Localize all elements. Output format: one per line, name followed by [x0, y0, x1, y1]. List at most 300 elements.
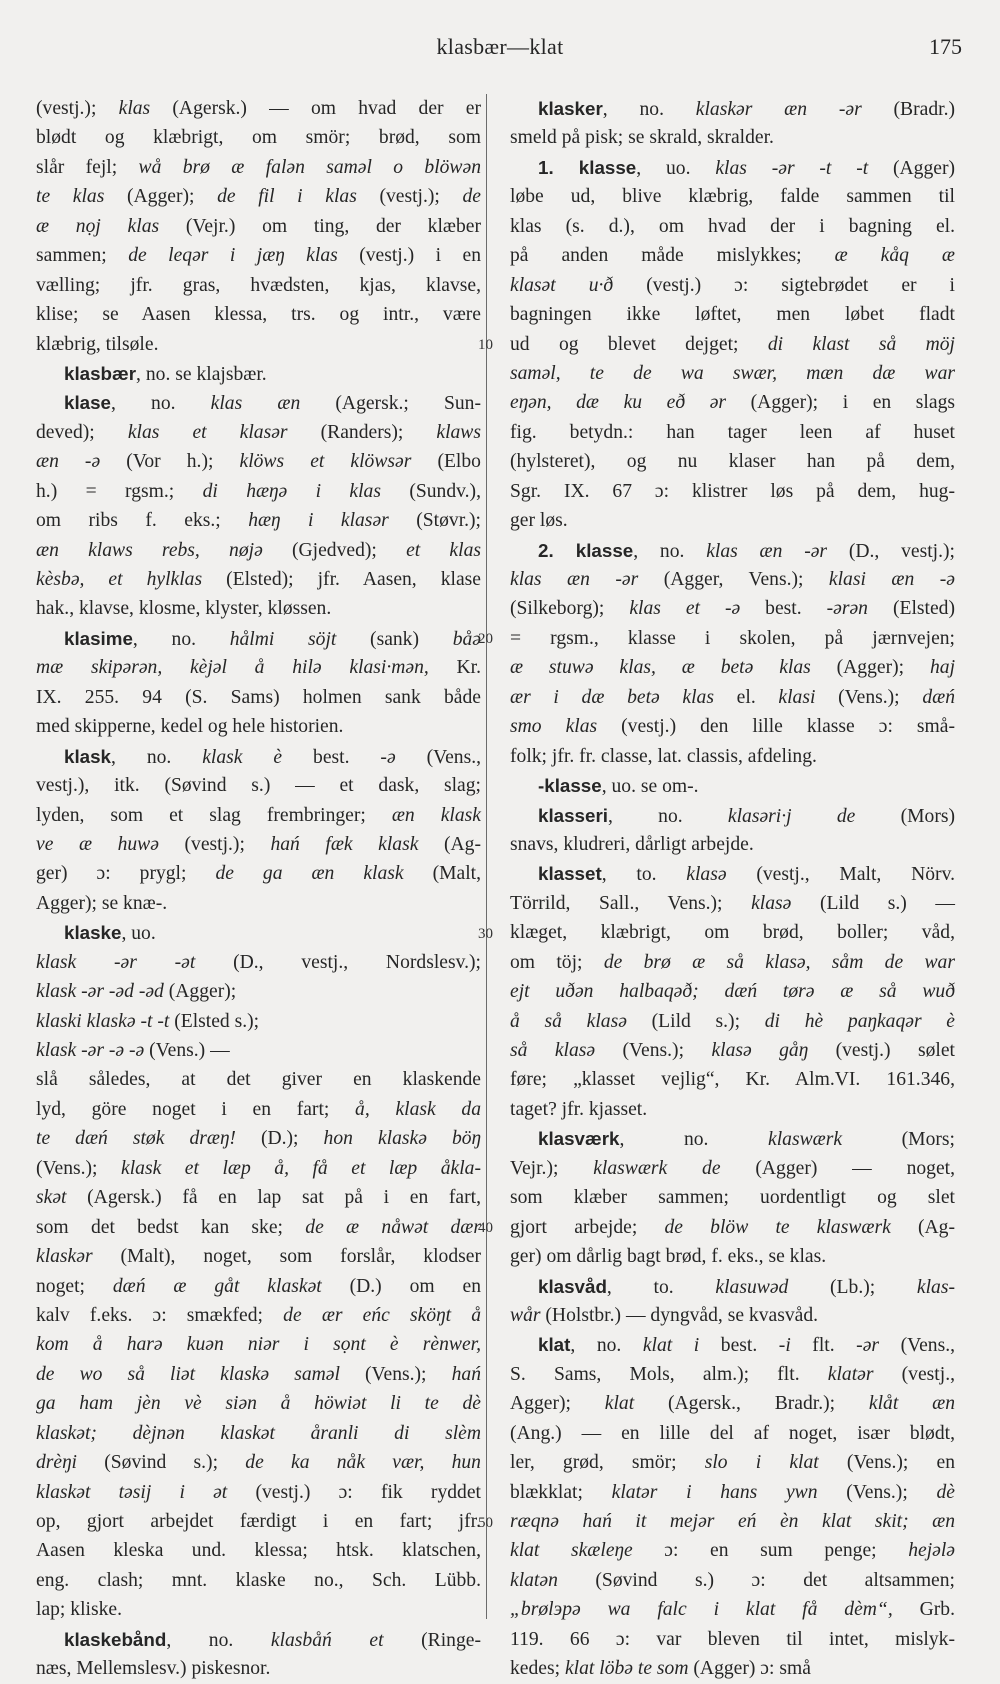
dialect-form: klas æn: [210, 393, 301, 415]
dialect-form: te dæń støk dræŋ!: [36, 1128, 236, 1150]
gloss-text: (Agersk.; Sun-: [300, 393, 482, 415]
gloss-text: , no.: [132, 628, 230, 650]
right-column-line: [510, 123, 955, 152]
dialect-form: di hæŋə i klas: [202, 480, 381, 502]
dialect-form: klaskər æn -ər: [695, 99, 862, 120]
dialect-form: et klas: [406, 539, 481, 561]
gloss-text: føre; „klasset vejlig“, Kr. Alm.VI. 161.346,: [510, 1069, 955, 1091]
left-column-line: [36, 506, 481, 535]
right-column-line: [510, 388, 955, 417]
left-column-line: [36, 1154, 481, 1183]
dialect-form: klat skæleŋe: [510, 1540, 633, 1562]
gloss-text: Grb.: [892, 1599, 955, 1621]
dialect-form: klaswærk: [768, 1129, 843, 1151]
right-column-line: [510, 565, 955, 594]
dialect-form: klasə gåŋ: [711, 1040, 809, 1061]
dialect-form: klatər i hans ywn: [611, 1481, 818, 1503]
dialect-form: klaskət təsij i ət: [36, 1481, 228, 1503]
gloss-text: (Ag-: [418, 833, 481, 855]
gloss-text: (Lild s.) —: [791, 892, 956, 914]
gloss-text: best.: [282, 746, 381, 768]
gloss-text: flt.: [790, 1335, 857, 1357]
headword: 1. klasse: [538, 156, 637, 178]
dialect-form: så klasə: [510, 1040, 596, 1061]
right-column-line: [510, 1183, 955, 1212]
gloss-text: , uo.: [636, 157, 716, 179]
dialect-form: mæ skipərən, kèjəl å hilə klasi·mən,: [36, 657, 429, 679]
gloss-text: Vejr.);: [510, 1157, 594, 1179]
right-column-line: [510, 1036, 955, 1065]
dialect-form: de ga æn klask: [215, 863, 404, 885]
dialect-form: di klast så möj: [767, 333, 955, 355]
gloss-text: , no.: [607, 805, 728, 827]
gloss-text: (Agger): [868, 157, 956, 179]
gloss-text: med skipperne, kedel og hele historien.: [36, 716, 344, 738]
dialect-form: hålmi söjt: [229, 628, 337, 650]
gloss-text: (Randers);: [287, 421, 437, 443]
gloss-text: (Mors;: [842, 1129, 955, 1151]
gloss-text: , to.: [601, 864, 687, 886]
headword: klasværk: [538, 1128, 620, 1150]
gloss-text: (Agersk.) få en lap sat på i en fart,: [66, 1187, 481, 1209]
left-column-line: [36, 300, 481, 329]
gloss-text: (Malt,: [403, 863, 482, 885]
right-column-line: [510, 300, 955, 329]
left-column-line: [36, 653, 481, 682]
gloss-text: kedes;: [510, 1658, 565, 1680]
gloss-text: klæbrig, tilsøle.: [36, 333, 159, 355]
left-column-line: [36, 1478, 481, 1507]
left-column-line: [36, 1595, 481, 1624]
right-column-line: [510, 624, 955, 653]
gloss-text: (Vens.);: [815, 686, 923, 708]
headword: klaskebånd: [64, 1628, 167, 1650]
gloss-text: best.: [740, 598, 827, 620]
left-column-line: [36, 330, 481, 359]
dialect-form: klåt æn: [868, 1393, 955, 1415]
dialect-form: de: [462, 186, 481, 208]
dialect-form: dæń æ gåt klaskət: [112, 1275, 322, 1297]
gloss-text: 119. 66 ɔ: var bleven til intet, mislyk-: [510, 1628, 955, 1650]
gloss-text: (Agger, Vens.);: [638, 569, 829, 590]
left-column-line: [36, 1213, 481, 1242]
gloss-text: el.: [713, 686, 779, 708]
right-column-line: [510, 212, 955, 241]
gloss-text: (Vens.);: [36, 1157, 122, 1179]
gloss-text: Kr.: [428, 657, 482, 679]
gloss-text: , to.: [606, 1276, 716, 1298]
dialect-form: klasə: [686, 864, 727, 886]
left-column-line: [36, 388, 481, 417]
gloss-text: (Ang.) — en lille del af noget, især blødt,: [510, 1422, 955, 1444]
gloss-text: (Vor h.);: [100, 451, 240, 473]
left-column-line: [36, 1301, 481, 1330]
gloss-text: blækklat;: [510, 1481, 612, 1503]
gloss-text: , no.: [111, 393, 211, 415]
column-divider: [486, 94, 487, 1619]
line-number-40: 40: [478, 1220, 493, 1236]
gloss-text: (vestj.);: [36, 98, 119, 119]
gloss-text: (Elsted); jfr. Aasen, klase: [202, 569, 481, 590]
right-column-line: [510, 271, 955, 300]
gloss-text: (Elbo: [411, 451, 481, 473]
gloss-text: (vestj.,: [873, 1363, 955, 1385]
gloss-text: (Vens.);: [817, 1481, 937, 1503]
gloss-text: Agger); se knæ-.: [36, 892, 168, 914]
gloss-text: (Vens.);: [339, 1363, 452, 1385]
dialect-form: klasə: [751, 892, 792, 914]
headword: klase: [64, 392, 111, 414]
gloss-text: smeld på pisk; se skrald, skralder.: [510, 127, 774, 149]
right-column-line: [510, 683, 955, 712]
dialect-form: de æ nåwət dær: [305, 1216, 481, 1238]
right-column-line: [510, 889, 955, 918]
left-column-line: [36, 1124, 481, 1153]
headword: klasker: [538, 98, 603, 119]
dialect-form: klask et læp å, få et læp åkla-: [121, 1157, 481, 1179]
dialect-form: haj: [929, 657, 956, 679]
gloss-text: (Søvind s.) ɔ: det altsammen;: [557, 1569, 955, 1591]
left-column-line: [36, 1095, 481, 1124]
left-column-line: [36, 683, 481, 712]
dialect-form: klask -ər -ət: [36, 951, 196, 973]
gloss-text: (Agger) — noget,: [720, 1157, 956, 1179]
right-column-line: [510, 1301, 955, 1330]
gloss-text: (D., vestj.);: [827, 540, 955, 562]
dialect-form: dæń: [922, 686, 955, 708]
left-column-line: [36, 447, 481, 476]
gloss-text: (Agger); i en slags: [726, 392, 955, 414]
gloss-text: sammen;: [36, 245, 129, 267]
dialect-form: di hè paŋkaqər è: [764, 1010, 955, 1032]
right-column-line: [510, 1507, 955, 1536]
left-column-line: [36, 1536, 481, 1565]
gloss-text: (Holstbr.) — dyngvåd, se kvasvåd.: [540, 1304, 819, 1326]
line-number-20: 20: [478, 631, 493, 647]
page-number: 175: [929, 34, 962, 59]
left-column-line: [36, 1065, 481, 1094]
dialect-form: kèsbə, et hylklas: [36, 569, 203, 590]
right-column-line: [510, 536, 955, 565]
dialect-form: slo i klat: [704, 1452, 819, 1474]
dialect-form: de ka nåk vær, hun: [245, 1452, 481, 1474]
gloss-text: klas (s. d.), om hvad der i bagning el.: [510, 215, 955, 237]
gloss-text: lap; kliske.: [36, 1599, 122, 1621]
dialect-form: dè: [936, 1481, 955, 1503]
left-column-line: [36, 1036, 481, 1065]
gloss-text: ɔ: en sum penge;: [632, 1540, 909, 1562]
gloss-text: (Agger);: [810, 657, 930, 679]
gloss-text: (Agger);: [104, 186, 218, 208]
left-column-line: [36, 594, 481, 623]
gloss-text: (D.) om en: [321, 1275, 482, 1297]
gloss-text: hak., klavse, klosme, klyster, kløssen.: [36, 598, 332, 620]
gloss-text: som klæber sammen; uordentligt og slet: [510, 1187, 955, 1209]
right-column-line: [510, 1065, 955, 1094]
dialect-form: klat i: [642, 1335, 700, 1357]
dialect-form: å, klask da: [355, 1098, 481, 1120]
left-column: [36, 94, 481, 1684]
gloss-text: taget? jfr. kjasset.: [510, 1098, 648, 1120]
dialect-form: klas et klasər: [127, 421, 288, 443]
right-column-line: [510, 1595, 955, 1624]
gloss-text: (Ag-: [890, 1216, 955, 1238]
dialect-form: hań: [451, 1363, 481, 1385]
dialect-form: æ kåq æ: [834, 245, 955, 267]
left-column-line: [36, 359, 481, 388]
gloss-text: IX. 255. 94 (S. Sams) holmen sank både: [36, 686, 481, 708]
right-column-line: [510, 948, 955, 977]
gloss-text: om ribs f. eks.;: [36, 510, 249, 532]
dialect-form: klat löbə te som: [564, 1658, 689, 1680]
right-column-line: [510, 1419, 955, 1448]
gloss-text: som det bedst kan ske;: [36, 1216, 306, 1238]
gloss-text: klise; se Aasen klessa, trs. og intr., være: [36, 304, 481, 326]
gloss-text: (Gjedved);: [262, 539, 407, 561]
gloss-text: h.) = rgsm.;: [36, 480, 203, 502]
dialect-form: wår: [510, 1304, 541, 1326]
gloss-text: blødt og klæbrigt, om smör; brød, som: [36, 127, 481, 149]
gloss-text: slår fejl;: [36, 156, 139, 178]
dialect-form: kom å harə kuən niər i sọnt è rènwer,: [36, 1334, 481, 1356]
right-column: [510, 94, 955, 1684]
dialect-form: klas æn -ər: [706, 540, 828, 562]
left-column-line: [36, 1654, 481, 1683]
right-column-line: [510, 447, 955, 476]
dialect-form: -i: [778, 1335, 791, 1357]
dialect-form: klas et -ə: [629, 598, 741, 620]
right-column-line: [510, 182, 955, 211]
gloss-text: eng. clash; mnt. klaske no., Sch. Lübb.: [36, 1569, 481, 1591]
gloss-text: (vestj., Malt, Nörv.: [726, 864, 956, 886]
left-column-line: [36, 771, 481, 800]
gloss-text: (Elsted s.);: [169, 1010, 260, 1032]
gloss-text: (vestj.) ɔ: fik ryddet: [227, 1481, 481, 1503]
dialect-form: hań fæk klask: [270, 833, 419, 855]
dialect-form: de brø æ så klasə, såm de war: [603, 951, 955, 973]
gloss-text: vestj.), itk. (Søvind s.) — et dask, slag;: [36, 775, 481, 797]
gloss-text: snavs, kludreri, dårligt arbejde.: [510, 833, 754, 855]
left-column-line: [36, 123, 481, 152]
left-column-line: [36, 1566, 481, 1595]
gloss-text: (Bradr.): [861, 99, 955, 120]
left-column-line: [36, 1183, 481, 1212]
left-column-line: [36, 1448, 481, 1477]
dialect-form: klasət u·ð: [510, 274, 614, 296]
gloss-text: (Støvr.);: [388, 510, 482, 532]
left-column-line: [36, 1389, 481, 1418]
dialect-form: klöws et klöwsər: [239, 451, 412, 473]
right-column-line: [510, 653, 955, 682]
running-head: klasbær—klat: [436, 34, 564, 59]
dialect-form: klas-: [916, 1276, 955, 1298]
dialect-form: de ær eńc sköŋt å: [283, 1304, 482, 1326]
gloss-text: næs, Mellemslesv.) piskesnor.: [36, 1658, 271, 1680]
dialect-form: de leqər i jæŋ klas: [128, 245, 338, 267]
gloss-text: (Vejr.) om ting, der klæber: [159, 215, 482, 237]
right-column-line: [510, 1095, 955, 1124]
line-number-50: 50: [478, 1515, 493, 1531]
dialect-form: klaswærk de: [593, 1157, 721, 1179]
right-column-line: [510, 1330, 955, 1359]
gloss-text: (vestj.);: [158, 833, 271, 855]
headword: 2. klasse: [538, 539, 634, 561]
gloss-text: (sank): [336, 628, 453, 650]
gloss-text: = rgsm., klasse i skolen, på jærnvejen;: [510, 627, 955, 649]
left-column-line: [36, 1625, 481, 1654]
right-column-line: [510, 1625, 955, 1654]
gloss-text: gjort arbejde;: [510, 1216, 665, 1238]
gloss-text: (vestj.) den lille klasse ɔ: små-: [597, 716, 955, 738]
gloss-text: (D., vestj., Nordslesv.);: [195, 951, 481, 973]
dialect-form: æ nọj klas: [36, 215, 160, 237]
left-column-line: [36, 801, 481, 830]
gloss-text: fig. betydn.: han tager leen af huset: [510, 421, 955, 443]
dialect-form: wå brø æ falən saməl o blöwən: [138, 156, 481, 178]
dialect-form: klask -ər -əd -əd: [36, 981, 164, 1003]
right-column-line: [510, 359, 955, 388]
dialect-form: hejələ: [908, 1540, 955, 1562]
right-column-line: [510, 742, 955, 771]
gloss-text: , no.: [166, 1629, 271, 1651]
dialect-form: te klas: [36, 186, 105, 208]
dialect-form: -ər: [856, 1335, 880, 1357]
dialect-form: båə: [452, 628, 481, 650]
headword: klask: [64, 745, 111, 767]
gloss-text: , no.: [570, 1335, 643, 1357]
headword: klat: [538, 1334, 571, 1356]
right-column-line: [510, 1654, 955, 1683]
gloss-text: ger) om dårlig bagt brød, f. eks., se klas.: [510, 1246, 827, 1268]
right-column-line: [510, 830, 955, 859]
dialect-form: hon klaskə böŋ: [323, 1128, 481, 1150]
left-column-line: [36, 712, 481, 741]
gloss-text: (hylsteret), og nu klaser han på dem,: [510, 451, 955, 473]
dialect-form: æn -ə: [36, 451, 101, 473]
gloss-text: om töj;: [510, 951, 604, 973]
gloss-text: (Lild s.);: [626, 1010, 765, 1032]
gloss-text: noget;: [36, 1275, 113, 1297]
right-column-line: [510, 241, 955, 270]
gloss-text: (Agger) ɔ: små: [688, 1658, 811, 1680]
gloss-text: Sgr. IX. 67 ɔ: klistrer løs på dem, hug-: [510, 480, 955, 502]
dialect-form: klas æn -ər: [510, 569, 639, 590]
dialect-form: klasbåń et: [270, 1629, 384, 1651]
dialect-form: klas: [118, 98, 151, 119]
left-column-line: [36, 182, 481, 211]
line-number-30: 30: [478, 926, 493, 942]
left-column-line: [36, 1272, 481, 1301]
headword: klasvåd: [538, 1275, 607, 1297]
gloss-text: deved);: [36, 421, 128, 443]
right-column-line: [510, 1389, 955, 1418]
gloss-text: (Ringe-: [383, 1629, 481, 1651]
left-column-line: [36, 565, 481, 594]
dialect-form: klat: [604, 1393, 635, 1415]
dialect-form: klatər: [827, 1363, 874, 1385]
dialect-form: „brølэpə wa falc i klat få dèm“,: [510, 1599, 893, 1621]
left-column-line: [36, 418, 481, 447]
dialect-form: de fil i klas: [217, 186, 357, 208]
left-column-line: [36, 742, 481, 771]
dialect-form: ga ham jèn vè siən å höwiət li te dè: [36, 1393, 481, 1415]
gloss-text: vælling; jfr. gras, hvædsten, kjas, klavse,: [36, 274, 481, 296]
left-column-line: [36, 1360, 481, 1389]
gloss-text: (Elsted): [867, 598, 955, 620]
dialect-form: klasuwəd: [715, 1276, 789, 1298]
left-column-line: [36, 830, 481, 859]
gloss-text: (Malt), noget, som forslår, klodser: [92, 1246, 481, 1268]
right-column-line: [510, 1478, 955, 1507]
right-column-line: [510, 1007, 955, 1036]
left-column-line: [36, 241, 481, 270]
left-column-line: [36, 977, 481, 1006]
gloss-text: (Vens.); en: [818, 1452, 956, 1474]
right-column-line: [510, 1272, 955, 1301]
gloss-text: S. Sams, Mols, alm.); flt.: [510, 1363, 828, 1385]
gloss-text: , no.: [619, 1129, 769, 1151]
dialect-form: skət: [36, 1187, 67, 1209]
gloss-text: ler, grød, smör;: [510, 1452, 705, 1474]
gloss-text: bagningen ikke løftet, men løbet fladt: [510, 304, 955, 326]
gloss-text: Agger);: [510, 1393, 605, 1415]
gloss-text: lyden, som et slag frembringer;: [36, 804, 392, 826]
right-column-line: [510, 594, 955, 623]
headword: klasime: [64, 627, 133, 649]
gloss-text: (D.);: [235, 1128, 324, 1150]
dialect-form: å så klasə: [510, 1010, 627, 1032]
right-column-line: [510, 506, 955, 535]
right-column-line: [510, 477, 955, 506]
dialect-form: klasəri·j de: [727, 805, 856, 827]
right-column-line: [510, 1536, 955, 1565]
gloss-text: ger) ɔ: prygl;: [36, 863, 216, 885]
left-column-line: [36, 918, 481, 947]
gloss-text: , no. se klajsbær.: [136, 363, 267, 385]
left-column-line: [36, 536, 481, 565]
headword: -klasse: [538, 775, 602, 797]
right-column-line: [510, 859, 955, 888]
left-column-line: [36, 1507, 481, 1536]
gloss-text: Törrild, Sall., Vens.);: [510, 892, 752, 914]
left-column-line: [36, 1007, 481, 1036]
left-column-line: [36, 477, 481, 506]
dialect-form: klask è: [202, 746, 283, 768]
dialect-form: klas -ər -t -t: [715, 157, 869, 179]
headword: klasset: [538, 863, 602, 885]
dialect-form: æn klask: [391, 804, 481, 826]
headword: klasseri: [538, 804, 608, 826]
gloss-text: ud og blevet dejget;: [510, 333, 768, 355]
left-column-line: [36, 1242, 481, 1271]
left-column-line: [36, 859, 481, 888]
gloss-text: (vestj.) sølet: [808, 1040, 955, 1061]
gloss-text: (vestj.) i en: [337, 245, 482, 267]
dialect-form: -ərən: [826, 598, 868, 620]
right-column-line: [510, 801, 955, 830]
dialect-form: drèŋi: [36, 1452, 78, 1474]
dialect-form: æ stuwə klas, æ betə klas: [510, 657, 811, 679]
right-column-line: [510, 94, 955, 123]
right-column-line: [510, 153, 955, 182]
dialect-form: ær i dæ betə klas: [510, 686, 714, 708]
right-column-line: [510, 918, 955, 947]
gloss-text: ger løs.: [510, 510, 568, 532]
right-column-line: [510, 771, 955, 800]
right-column-line: [510, 977, 955, 1006]
gloss-text: (Vens.,: [395, 746, 481, 768]
gloss-text: folk; jfr. fr. classe, lat. classis, afdeling.: [510, 745, 817, 767]
